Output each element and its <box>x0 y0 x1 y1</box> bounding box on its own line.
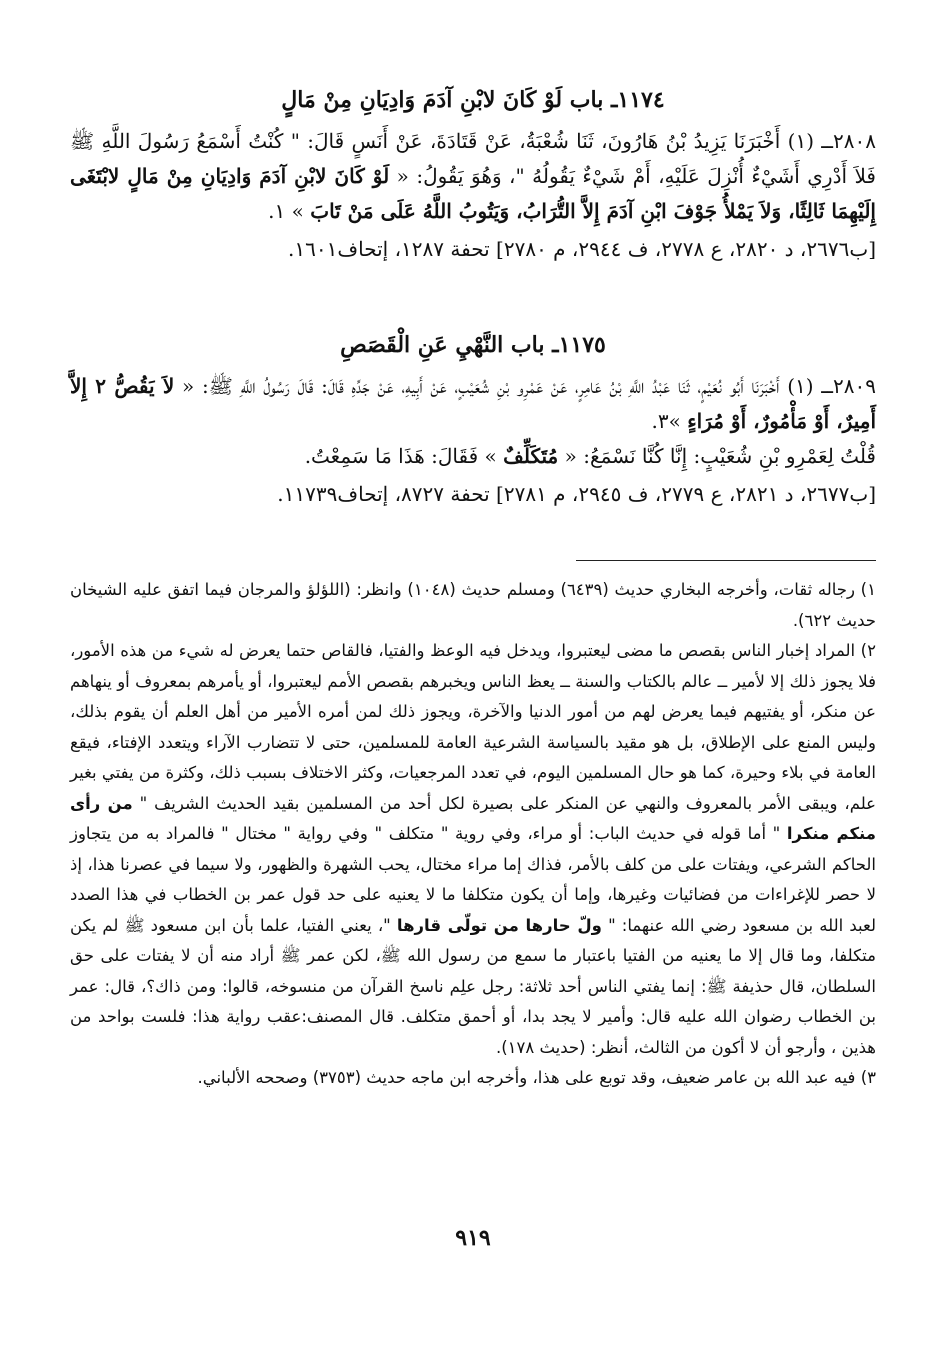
footnote-3: ٣) فيه عبد الله بن عامر ضعيف، وقد توبع على هذا، وأخرجه ابن ماجه حديث (٣٧٥٣) وصححه الألباني. <box>197 1068 876 1087</box>
hadith-2808-outro: » ١. <box>268 199 311 223</box>
page-number: ٩١٩ <box>455 1225 491 1251</box>
hadith-2808 <box>70 124 876 229</box>
footnote-2-part-1: ٢) المراد إخبار الناس بقصص ما مضى ليعتبروا، ويدخل فيه الوعظ والفتيا، فالقاص حتما يعرض له شيء من هذه الأمور، فلا يجوز ذلك إلا لأمير ــ عالم بالكتاب والسنة ــ يعظ الناس ويخبرهم بقصص الأمم ليعتبروا، أو يأمرهم بمعروف أو ينهاهم عن منكر، أو يفتيهم فيما يعرض لهم من أمور الدنيا والآخرة، ويجوز ذلك لمن أمره الأمير من أهل العلم أن يقوم بذلك، وليس المنع على الإطلاق، بل هو مقيد بالسياسة الشرعية العامة للمسلمين، حتى لا تتضارب الآراء ويتعدد الإفتاء، فيقع العامة في بلاء وحيرة، كما هو حال المسلمين اليوم، في تعدد المرجعيات، وكثر الاختلاف بسبب ذلك، وكثرة من يفتي بغير علم، ويبقى الأمر بالمعروف والنهي عن المنكر على بصيرة لكل أحد من المسلمين بقيد الحديث الشريف " <box>70 641 876 813</box>
footnote-separator <box>576 560 876 561</box>
footnote-2-part-2: " أما قوله في حديث الباب: أو مراء، وفي روية " متكلف " وفي رواية " مختال " فالمراد به من يتجاوز الحاكم الشرعي، ويفتات على من كلف بالأمر، فذاك إما مراء مختال، يحب الشهرة والظهور، ولا سيما في عصرنا هذا، إذ لا حصر للإغراءات من فضائيات وغيرها، وإما أن يكون متكلفا ما لا يعنيه على حد قول عمر بن الخطاب في هذا الصدد لعبد الله بن مسعود رضي الله عنهما: " <box>70 824 876 935</box>
hadith-2809-quote: لاَ يَقُصُّ ٢ إِلاَّ أَمِيرٌ، أَوْ مَأْمُورٌ، أَوْ مُرَاءٍ <box>70 374 876 433</box>
hadith-2809-references: [ب٢٦٧٧، د ٢٨٢١، ع ٢٧٧٩، ف ٢٩٤٥، م ٢٧٨١] تحفة ٨٧٢٧، إتحاف١١٧٣٩. <box>277 482 876 506</box>
hadith-2809 <box>70 369 876 439</box>
hadith-2809-mid: »٣. <box>651 409 688 433</box>
footnote-2-bold-1: من رأى منكم منكرا <box>70 793 876 843</box>
chapter-title-1175: ١١٧٥ـ باب النَّهْيِ عَنِ الْقَصَصِ <box>340 332 606 358</box>
hadith-2808-references: [ب٢٦٧٦، د ٢٨٢٠، ع ٢٧٧٨، ف ٢٩٤٤، م ٢٧٨٠] تحفة ١٢٨٧، إتحاف١٦٠١. <box>288 237 876 261</box>
footnote-2-bold-2: ولّ حارها من تولّى قارها <box>396 915 602 935</box>
hadith-2809-followup <box>70 439 876 474</box>
followup-intro: قُلْتُ لِعَمْرِو بْنِ شُعَيْبٍ: إِنَّا كُنَّا نَسْمَعُ: « <box>558 444 876 468</box>
page-body <box>70 82 876 1094</box>
hadith-2808-quote: لَوْ كَانَ لابْنِ آدَمَ وَادِيَانِ مِنْ مَالٍ لابْتَغَى إِلَيْهِمَا ثَالِثًا، وَلاَ يَمْلأُ جَوْفَ ابْنِ آدَمَ إِلاَّ التُّرَابُ، وَيَتُوبُ اللَّهُ عَلَى مَنْ تَابَ <box>70 164 876 223</box>
chapter-title-1174: ١١٧٤ـ باب لَوْ كَانَ لابْنِ آدَمَ وَادِيَانِ مِنْ مَالٍ <box>281 87 665 113</box>
footnote-1: ١) رجاله ثقات، وأخرجه البخاري حديث (٦٤٣٩) ومسلم حديث (١٠٤٨) وانظر: (اللؤلؤ والمرجان فيما اتفق عليه الشيخان حديث ٦٢٢). <box>70 580 876 630</box>
footnote-2 <box>70 636 876 1063</box>
followup-outro: » فَقَالَ: هَذَا مَا سَمِعْتُ. <box>304 444 504 468</box>
hadith-2808-intro: ٢٨٠٨ــ (١) أَخْبَرَنَا يَزِيدُ بْنُ هَارُونَ، ثَنَا شُعْبَةُ، عَنْ قَتَادَةَ، عَنْ أَنَسٍ قَالَ: " كُنْتُ أَسْمَعُ رَسُولَ اللَّهِ ﷺ فَلاَ أَدْرِي أَشَيْءٌ أُنْزِلَ عَلَيْهِ، أَمْ شَيْءٌ يَقُولُهُ "، وَهُوَ يَقُولُ: « <box>70 129 876 188</box>
footnote-2-part-3: "، يعني الفتيا، علما بأن ابن مسعود ﷺ لم يكن متكلفا، وما قال إلا ما يعنيه من الفتيا باعتبار ما سمع من رسول الله ﷺ، لكن عمر ﷺ أراد منه أن لا يفتات على حق السلطان، قال حذيفة ﷺ: إنما يفتي الناس أحد ثلاثة: رجل علِم ناسخ القرآن من منسوخه، قالوا: ومن ذاك؟، قال: عمر بن الخطاب رضوان الله عليه قال: وأمير لا يجد بدا، أو أحمق متكلف. قال المصنف:عقب رواية هذا: فلست بواحد من هذين ، وأرجو أن لا أكون من الثالث، أنظر: (حديث ١٧٨). <box>70 915 876 1057</box>
hadith-2809-intro: ٢٨٠٩ــ (١) أَخْبَرَنَا أَبُو نُعَيْمٍ، ثَنَا عَبْدُ اللَّهِ بْنُ عَامِرٍ، عَنْ عَمْرِو بْنِ شُعَيْبٍ، عَنْ أَبِيهِ، عَنْ جَدِّهِ قَالَ: قَالَ رَسُولُ اللَّهِ ﷺ: « <box>174 374 876 398</box>
followup-quote: مُتَكَلِّفٌ <box>503 444 559 468</box>
